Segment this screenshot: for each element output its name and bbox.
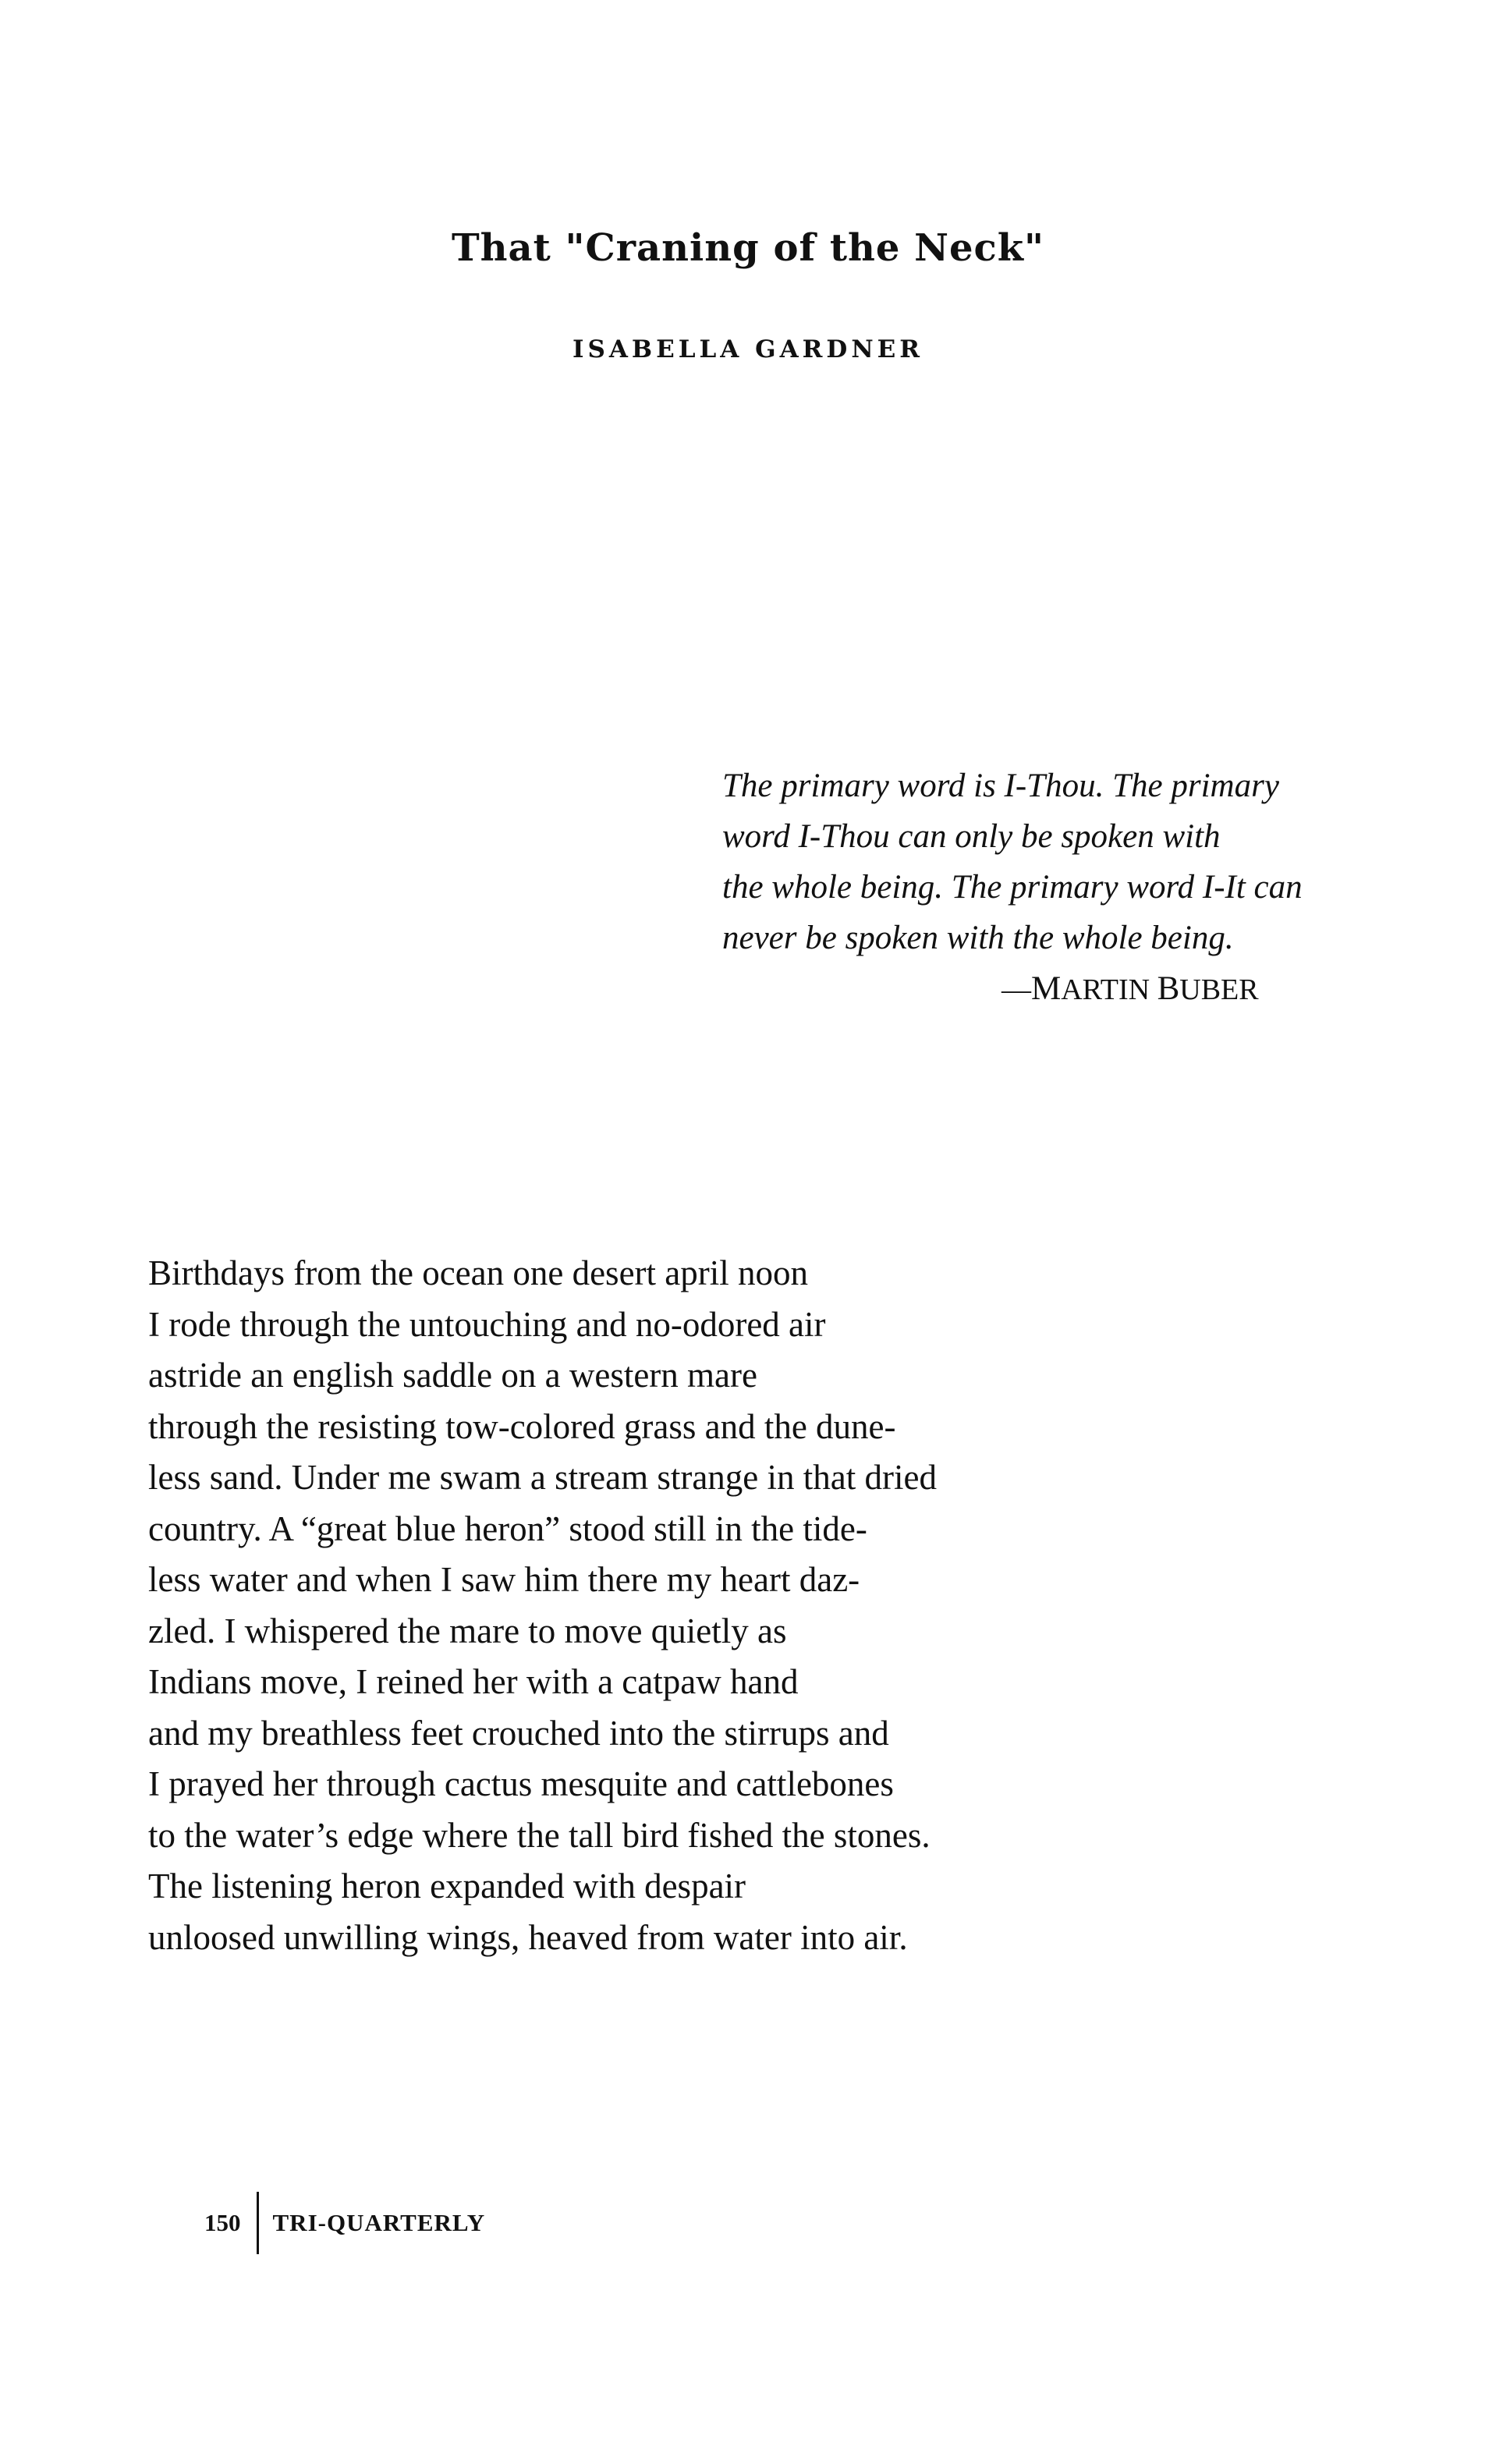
page-number: 150 <box>204 2209 241 2236</box>
poem-line: Indians move, I reined her with a catpaw hand <box>148 1662 799 1701</box>
page-footer <box>204 2192 485 2254</box>
footer-divider <box>257 2192 259 2254</box>
poem-line: I prayed her through cactus mesquite and cattlebones <box>148 1764 894 1803</box>
epigraph-line: never be spoken with the whole being. <box>722 920 1234 956</box>
attribution-last-rest: UBER <box>1179 973 1259 1006</box>
poem-line: zled. I whispered the mare to move quietly as <box>148 1611 787 1650</box>
poem-line: unloosed unwilling wings, heaved from water into air. <box>148 1917 908 1957</box>
poem-body <box>148 1248 1240 1963</box>
poem-line: Birthdays from the ocean one desert april noon <box>148 1253 808 1292</box>
attribution-last-initial: B <box>1157 970 1180 1007</box>
author-name: ISABELLA GARDNER <box>572 335 924 363</box>
poem-line: to the water’s edge where the tall bird fished the stones. <box>148 1815 931 1855</box>
poem-line: I rode through the untouching and no-odored air <box>148 1304 826 1344</box>
poem-line: country. A “great blue heron” stood still in the tide- <box>148 1509 867 1548</box>
epigraph <box>722 760 1424 1016</box>
poem-line: and my breathless feet crouched into the stirrups and <box>148 1713 889 1753</box>
attribution-first-initial: M <box>1031 970 1062 1007</box>
epigraph-line: The primary word is I-Thou. The primary <box>722 768 1279 804</box>
poem-line: less water and when I saw him there my heart daz- <box>148 1560 860 1599</box>
epigraph-line: word I-Thou can only be spoken with <box>722 818 1221 855</box>
epigraph-line: the whole being. The primary word I-It can <box>722 869 1303 906</box>
attribution-dash: — <box>1001 973 1031 1006</box>
poem-line: less sand. Under me swam a stream strange in that dried <box>148 1458 937 1497</box>
poem-line: astride an english saddle on a western mare <box>148 1356 757 1395</box>
poem-line: The listening heron expanded with despair <box>148 1867 746 1906</box>
poem-line: through the resisting tow-colored grass and the dune- <box>148 1406 896 1446</box>
journal-name: TRI-QUARTERLY <box>272 2209 486 2236</box>
poem-title: That "Craning of the Neck" <box>451 226 1045 270</box>
epigraph-attribution <box>722 963 1424 1016</box>
attribution-first-rest: ARTIN <box>1061 973 1150 1006</box>
